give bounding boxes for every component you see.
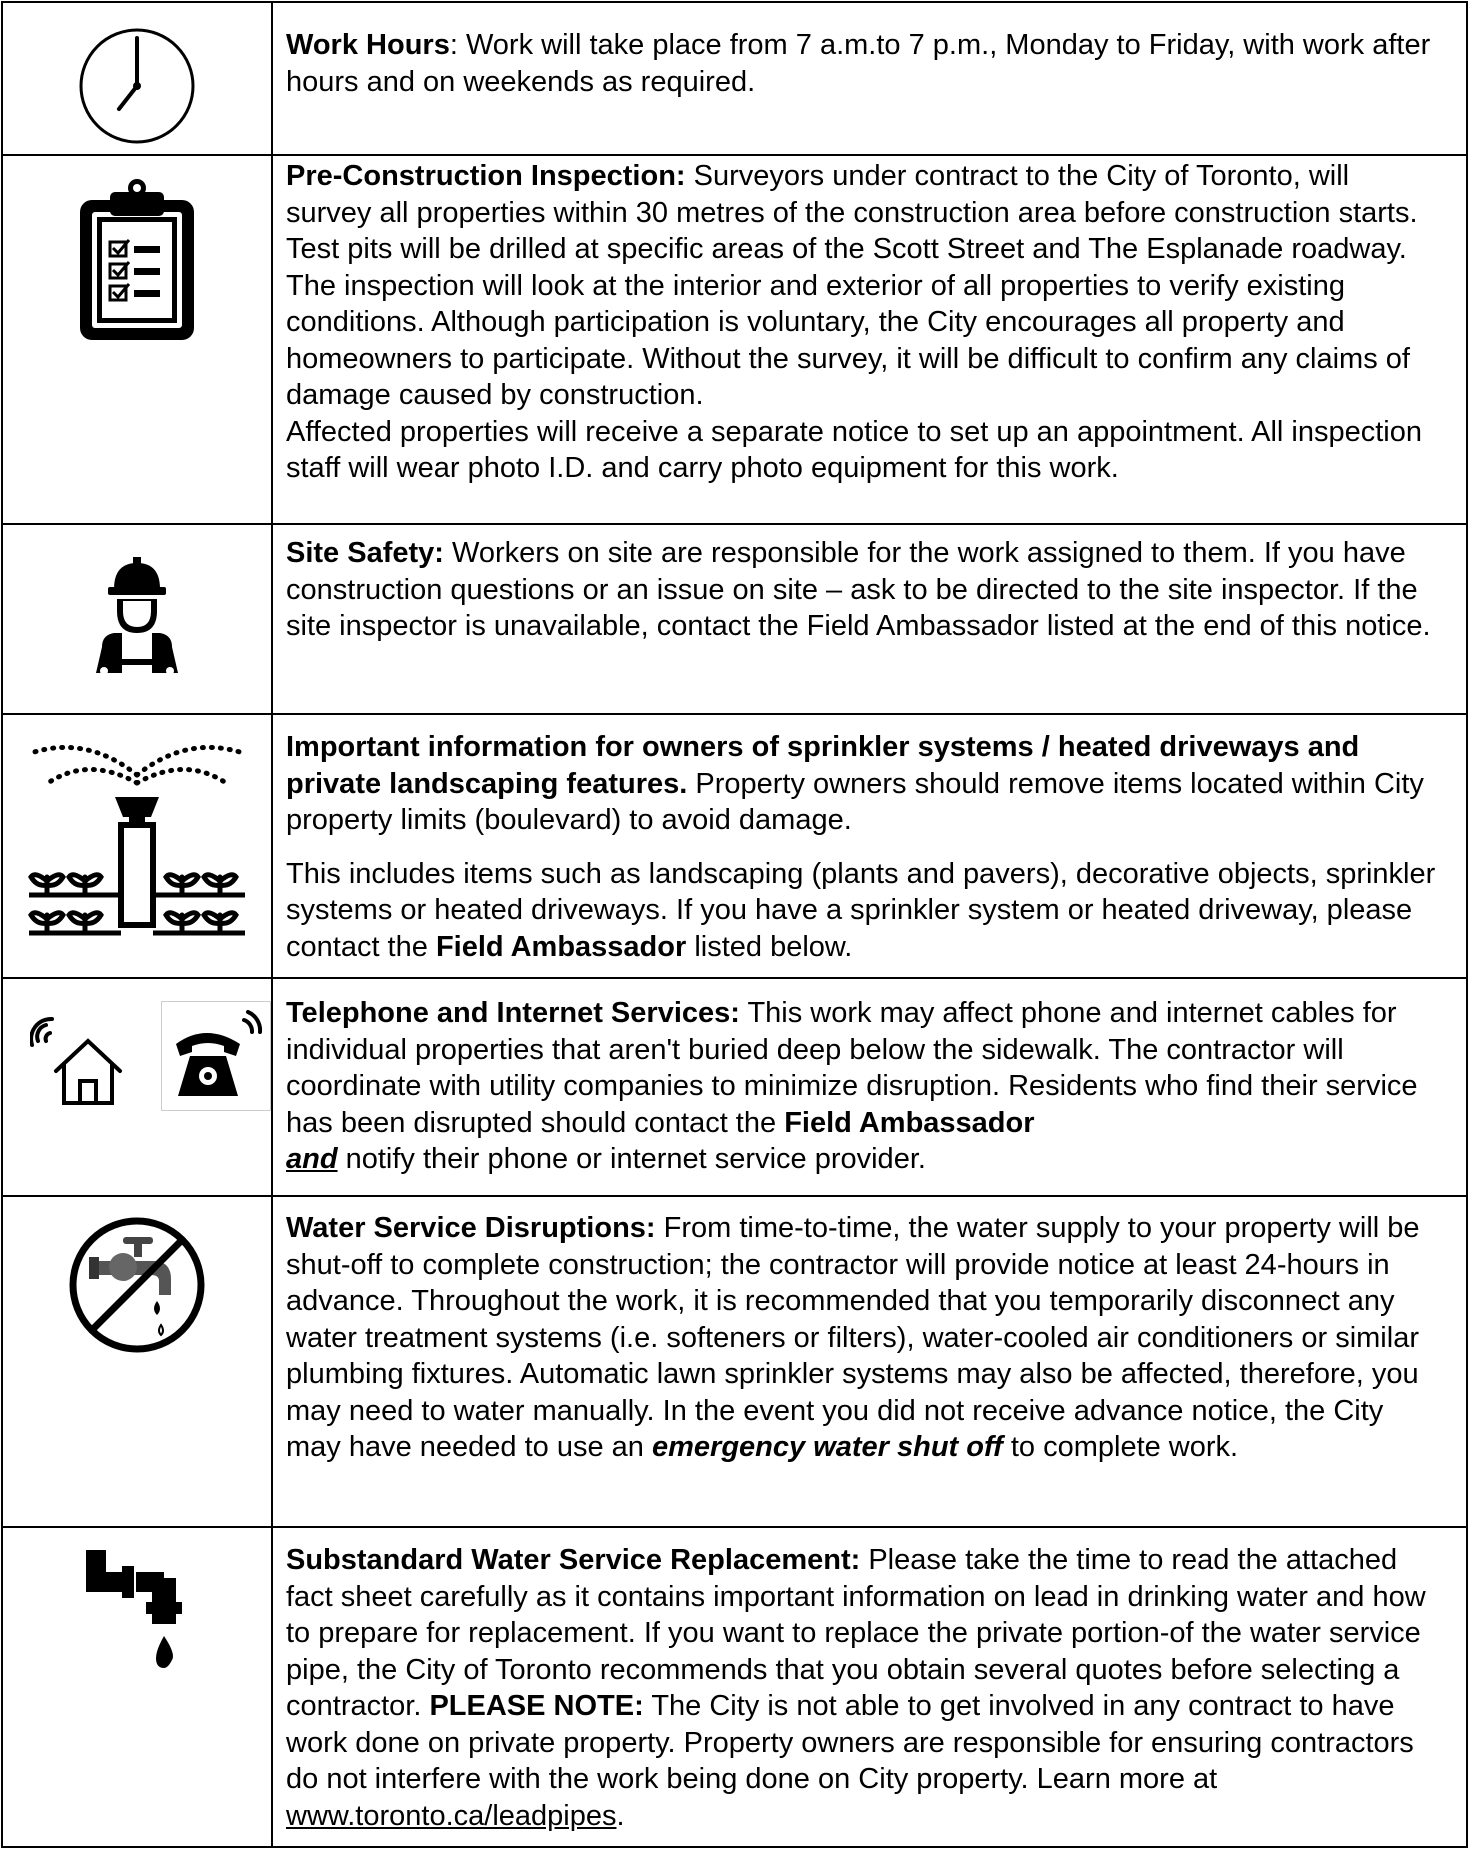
construction-worker-icon bbox=[82, 555, 192, 675]
section-title: Work Hours bbox=[286, 29, 450, 61]
text-cell bbox=[272, 155, 1467, 524]
clipboard-checklist-icon bbox=[77, 178, 197, 343]
inspection-p2: The inspection will look at the interior and exterior of all properties to verify existing conditions. Although participation is voluntary, the City encourages all property and homeowners to participate. Without the survey, it will be difficult to confirm any claims of damage caused by construction. bbox=[286, 269, 1410, 411]
row-site-safety bbox=[2, 524, 1467, 714]
section-title: Telephone and Internet Services: bbox=[286, 997, 740, 1029]
row-work-hours bbox=[2, 2, 1467, 155]
sprinkler-plants-icon bbox=[27, 735, 247, 940]
section-title: Pre-Construction Inspection: bbox=[286, 160, 686, 192]
icon-cell bbox=[2, 1527, 272, 1847]
section-title: Important information for owners of sprinkler systems / heated driveways and private landscaping features. bbox=[286, 731, 1360, 800]
text-cell bbox=[272, 714, 1467, 978]
no-water-faucet-icon bbox=[67, 1215, 207, 1355]
wifi-house-icon bbox=[30, 1009, 130, 1109]
icon-cell bbox=[2, 978, 272, 1196]
row-sprinkler bbox=[2, 714, 1467, 978]
text-cell bbox=[272, 1196, 1467, 1527]
text-cell bbox=[272, 524, 1467, 714]
inspection-p1: Pre-Construction Inspection: Surveyors under contract to the City of Toronto, will survey all properties within 30 metres of the construction area before construction starts. Test pits will be drilled at specific areas of the Scott Street and The Esplanade roadway. bbox=[286, 160, 1418, 265]
clock-icon bbox=[77, 26, 197, 146]
section-title: Site Safety: bbox=[286, 537, 444, 569]
telephone-text: Telephone and Internet Services: This work may affect phone and internet cables for individual properties that aren't buried deep below the sidewalk. The contractor will coordinate with utility companies to minimize disruption. Residents who find their service has been disrupted should contact the Field Ambassador and notify their phone or internet service provider. bbox=[286, 997, 1418, 1175]
water-disruption-text: Water Service Disruptions: From time-to-time, the water supply to your property will be shut-off to complete construction; the contractor will provide notice at least 24-hours in advance. Throughout the work, it is recommended that you temporarily disconnect any water treatment systems (i.e. softeners or filters), water-cooled air conditioners or similar plumbing fixtures. Automatic lawn sprinkler systems may also be affected, therefore, you may need to water manually. In the event you did not receive advance notice, the City may have needed to use an emergency water shut off to complete work. bbox=[286, 1212, 1420, 1463]
text-cell bbox=[272, 978, 1467, 1196]
inspection-p3: Affected properties will receive a separate notice to set up an appointment. All inspection staff will wear photo I.D. and carry photo equipment for this work. bbox=[286, 415, 1422, 484]
icon-cell bbox=[2, 1196, 272, 1527]
work-hours-text: Work Hours: Work will take place from 7 a.m.to 7 p.m., Monday to Friday, with work after hours and on weekends as required. bbox=[286, 29, 1431, 98]
icon-cell bbox=[2, 2, 272, 155]
section-title: Substandard Water Service Replacement: bbox=[286, 1544, 861, 1576]
row-water-disruption bbox=[2, 1196, 1467, 1527]
sprinkler-text-2: This includes items such as landscaping (plants and pavers), decorative objects, sprinkler systems or heated driveways. If you have a sprinkler system or heated driveway, please contact the Field Ambassador listed below. bbox=[286, 857, 1436, 963]
row-substandard bbox=[2, 1527, 1467, 1847]
text-cell bbox=[272, 1527, 1467, 1847]
sprinkler-text-1: Important information for owners of sprinkler systems / heated driveways and private landscaping features. Property owners should remove items located within City property limits (boulevard) to avoid damage. bbox=[286, 731, 1424, 836]
icon-cell bbox=[2, 524, 272, 714]
site-safety-text: Site Safety: Workers on site are responsible for the work assigned to them. If you have construction questions or an issue on site – ask to be directed to the site inspector. If the site inspector is unavailable, contact the Field Ambassador listed at the end of this notice. bbox=[286, 537, 1431, 642]
telephone-icon bbox=[166, 1006, 266, 1106]
icon-cell bbox=[2, 155, 272, 524]
pipe-drip-icon bbox=[82, 1550, 192, 1680]
telephone-box bbox=[161, 1001, 271, 1111]
icon-cell bbox=[2, 714, 272, 978]
leadpipes-link[interactable]: www.toronto.ca/leadpipes bbox=[286, 1799, 617, 1832]
notice-table bbox=[1, 1, 1468, 1848]
section-title: Water Service Disruptions: bbox=[286, 1212, 656, 1244]
row-telephone bbox=[2, 978, 1467, 1196]
row-inspection bbox=[2, 155, 1467, 524]
substandard-text: Substandard Water Service Replacement: Please take the time to read the attached fact sheet carefully as it contains important information on lead in drinking water and how to prepare for replacement. If you want to replace the private portion-of the water service pipe, the City of Toronto recommends that you obtain several quotes before selecting a contractor. PLEASE NOTE: The City is not able to get involved in any contract to have work done on private property. Property owners are responsible for ensuring contractors do not interfere with the work being done on City property. Learn more at www.toronto.ca/leadpipes. bbox=[286, 1544, 1426, 1832]
text-cell bbox=[272, 2, 1467, 155]
